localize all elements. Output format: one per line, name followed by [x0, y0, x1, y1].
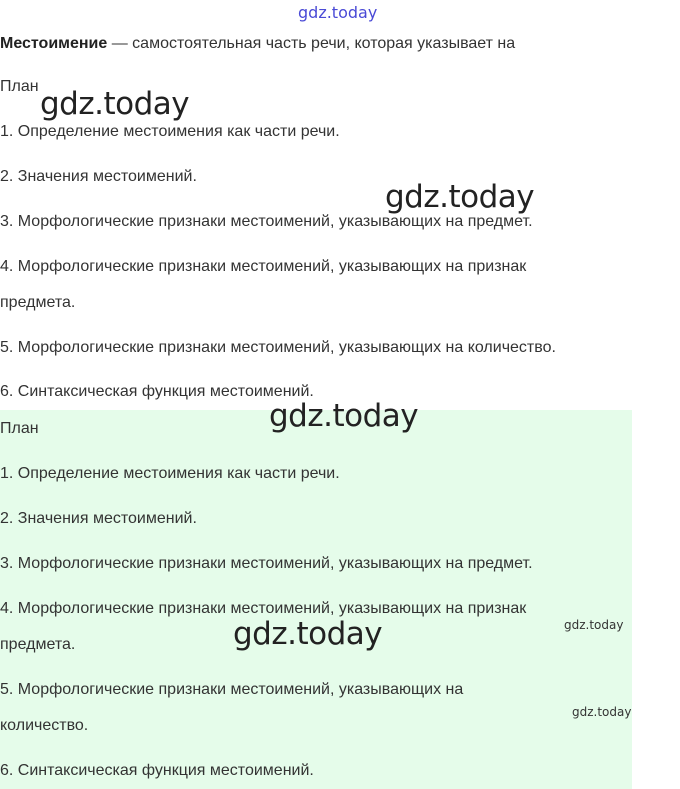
- watermark-top: gdz.today: [298, 3, 378, 22]
- plan-heading: План: [0, 78, 39, 95]
- intro-paragraph: [0, 34, 515, 54]
- plan-item: 1. Определение местоимения как части речи.: [0, 465, 340, 482]
- intro-text: — самостоятельная часть речи, которая указывает на: [107, 35, 516, 52]
- plan-item: 3. Морфологические признаки местоимений, указывающих на предмет.: [0, 555, 533, 572]
- watermark-small: gdz.today: [572, 705, 632, 719]
- plan-item: 4. Морфологические признаки местоимений, указывающих на признак: [0, 258, 527, 275]
- plan-item: 6. Синтаксическая функция местоимений.: [0, 383, 314, 400]
- plan-item: предмета.: [0, 636, 76, 653]
- plan-item: 5. Морфологические признаки местоимений, указывающих на: [0, 681, 464, 698]
- plan-item: 4. Морфологические признаки местоимений, указывающих на признак: [0, 600, 527, 617]
- plan-item: 2. Значения местоимений.: [0, 168, 197, 185]
- plan-item: предмета.: [0, 294, 76, 311]
- plan-item: количество.: [0, 717, 89, 734]
- watermark-large: gdz.today: [40, 86, 190, 122]
- plan-item: 3. Морфологические признаки местоимений, указывающих на предмет.: [0, 213, 533, 230]
- plan-heading: План: [0, 420, 39, 437]
- watermark-large: gdz.today: [269, 398, 419, 434]
- intro-term: Местоимение: [0, 35, 108, 52]
- plan-item: 6. Синтаксическая функция местоимений.: [0, 762, 314, 779]
- plan-item: 5. Морфологические признаки местоимений, указывающих на количество.: [0, 339, 556, 356]
- plan-item: 1. Определение местоимения как части речи.: [0, 123, 340, 140]
- watermark-small: gdz.today: [564, 618, 624, 632]
- watermark-large: gdz.today: [233, 616, 383, 652]
- plan-item: 2. Значения местоимений.: [0, 510, 197, 527]
- watermark-large: gdz.today: [385, 179, 535, 215]
